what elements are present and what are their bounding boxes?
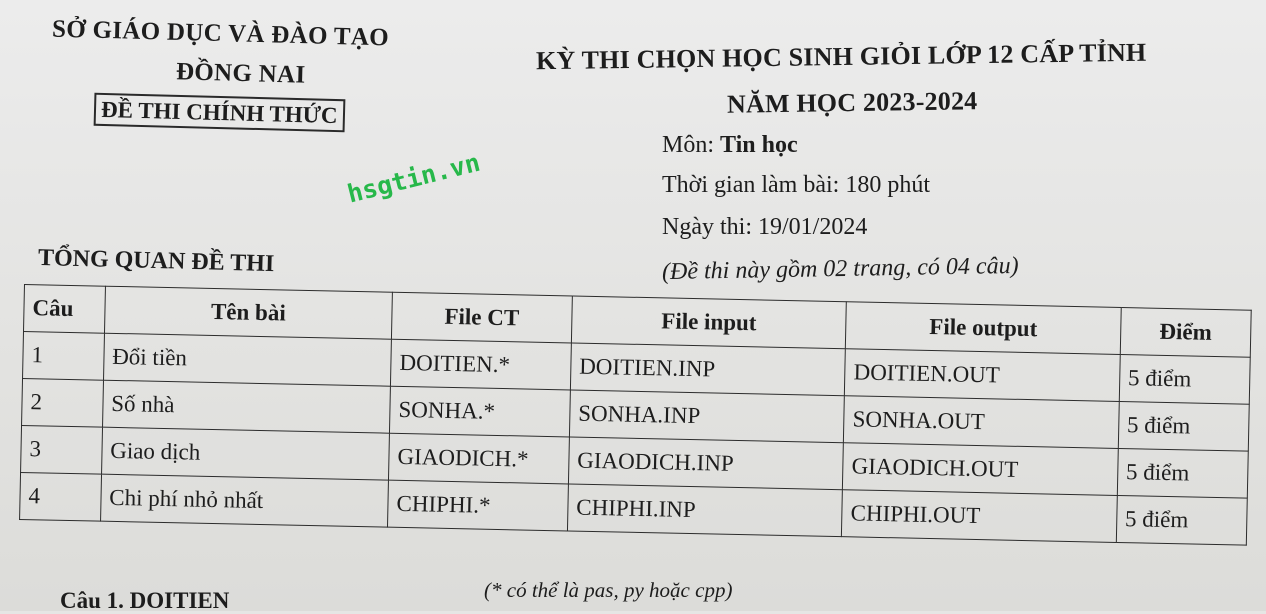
output-file: DOITIEN.OUT: [845, 349, 1120, 402]
points: 5 điểm: [1117, 448, 1248, 498]
subject-label: Môn:: [662, 132, 715, 158]
column-header: File output: [846, 302, 1121, 355]
problem-name: Giao dịch: [101, 427, 389, 480]
question-number: 4: [20, 472, 102, 521]
column-header: Câu: [24, 285, 106, 334]
source-file: GIAODICH.*: [389, 433, 570, 484]
problem-name: Đổi tiền: [103, 333, 391, 386]
question-1-heading: Câu 1. DOITIEN: [60, 588, 230, 613]
exam-date-value: 19/01/2024: [758, 214, 868, 240]
column-header: Tên bài: [104, 286, 392, 339]
watermark: hsgtin.vn: [344, 147, 483, 209]
duration-line: Thời gian làm bài: 180 phút: [662, 172, 930, 198]
page-count-note: (Đề thi này gồm 02 trang, có 04 câu): [661, 252, 1019, 286]
column-header: File CT: [392, 292, 573, 343]
problem-name: Chi phí nhỏ nhất: [100, 474, 388, 527]
output-file: GIAODICH.OUT: [843, 443, 1118, 496]
output-file: SONHA.OUT: [844, 396, 1119, 449]
source-file: CHIPHI.*: [388, 480, 569, 531]
points: 5 điểm: [1116, 495, 1247, 545]
input-file: SONHA.INP: [569, 390, 844, 443]
problem-name: Số nhà: [102, 380, 390, 433]
question-number: 3: [21, 425, 103, 474]
points: 5 điểm: [1119, 354, 1250, 404]
official-exam-stamp: ĐỀ THI CHÍNH THỨC: [94, 93, 345, 133]
column-header: Điểm: [1120, 307, 1251, 357]
subject-line: [662, 132, 798, 159]
exam-date-line: [662, 214, 867, 241]
exam-title: KỲ THI CHỌN HỌC SINH GIỎI LỚP 12 CẤP TỈNH: [535, 37, 1147, 76]
school-year: NĂM HỌC 2023-2024: [726, 86, 978, 119]
file-extension-footnote: (* có thể là pas, py hoặc cpp): [484, 578, 733, 602]
points: 5 điểm: [1118, 401, 1249, 451]
overview-title: TỔNG QUAN ĐỀ THI: [37, 244, 275, 278]
question-number: 1: [23, 332, 105, 381]
overview-table: [19, 284, 1252, 546]
column-header: File input: [571, 296, 846, 349]
source-file: DOITIEN.*: [391, 339, 572, 390]
province-name: ĐỒNG NAI: [175, 58, 306, 89]
department-name: SỞ GIÁO DỤC VÀ ĐÀO TẠO: [51, 15, 390, 52]
input-file: GIAODICH.INP: [568, 437, 843, 490]
source-file: SONHA.*: [390, 386, 571, 437]
input-file: CHIPHI.INP: [567, 484, 842, 537]
subject-value: Tin học: [720, 132, 798, 158]
output-file: CHIPHI.OUT: [842, 490, 1117, 543]
question-number: 2: [22, 378, 104, 427]
input-file: DOITIEN.INP: [570, 343, 845, 396]
exam-date-label: Ngày thi:: [662, 214, 752, 240]
